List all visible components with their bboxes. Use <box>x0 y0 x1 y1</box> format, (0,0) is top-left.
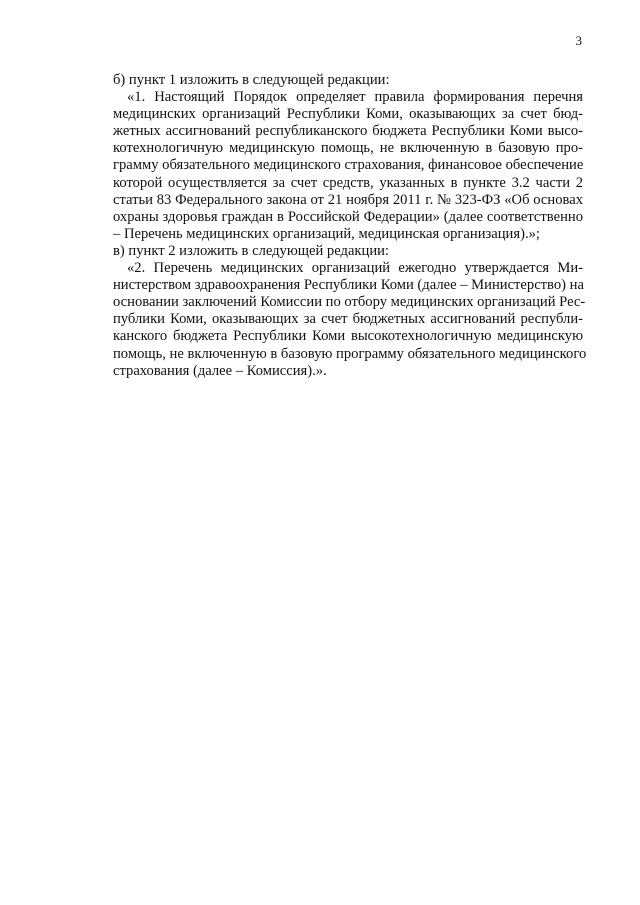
text-line: жетных ассигнований республиканского бюджета Республики Коми высо- <box>113 123 583 140</box>
text-line: основании заключений Комиссии по отбору медицинских организаций Рес- <box>113 294 586 311</box>
text-line: котехнологичную медицинскую помощь, не включенную в базовую про- <box>113 140 583 157</box>
page-number: 3 <box>575 33 582 48</box>
text-line: страхования (далее – Комиссия).». <box>113 362 327 379</box>
text-line: «1. Настоящий Порядок определяет правила формирования перечня <box>127 89 583 106</box>
text-line: грамму обязательного медицинского страхования, финансовое обеспечение <box>113 157 584 174</box>
text-line: охраны здоровья граждан в Российской Федерации» (далее соответственно <box>113 208 583 225</box>
text-line: медицинских организаций Республики Коми, оказывающих за счет бюд- <box>113 106 583 123</box>
document-body <box>113 72 587 380</box>
text-line: нистерством здравоохранения Республики Коми (далее – Министерство) на <box>113 277 584 294</box>
paragraph-b-heading: б) пункт 1 изложить в следующей редакции: <box>113 72 390 88</box>
text-line: – Перечень медицинских организаций, медицинская организация).»; <box>113 225 540 242</box>
text-line: статьи 83 Федерального закона от 21 ноября 2011 г. № 323-ФЗ «Об основах <box>113 191 583 208</box>
text-line: канского бюджета Республики Коми высокотехнологичную медицинскую <box>113 328 583 345</box>
text-line: помощь, не включенную в базовую программу обязательного медицинского <box>113 345 587 362</box>
text-line: публики Коми, оказывающих за счет бюджетных ассигнований республи- <box>113 311 583 328</box>
paragraph-v-heading: в) пункт 2 изложить в следующей редакции: <box>113 242 389 259</box>
text-line: которой осуществляется за счет средств, указанных в пункте 3.2 части 2 <box>113 174 583 191</box>
text-line: «2. Перечень медицинских организаций ежегодно утверждается Ми- <box>127 260 583 277</box>
